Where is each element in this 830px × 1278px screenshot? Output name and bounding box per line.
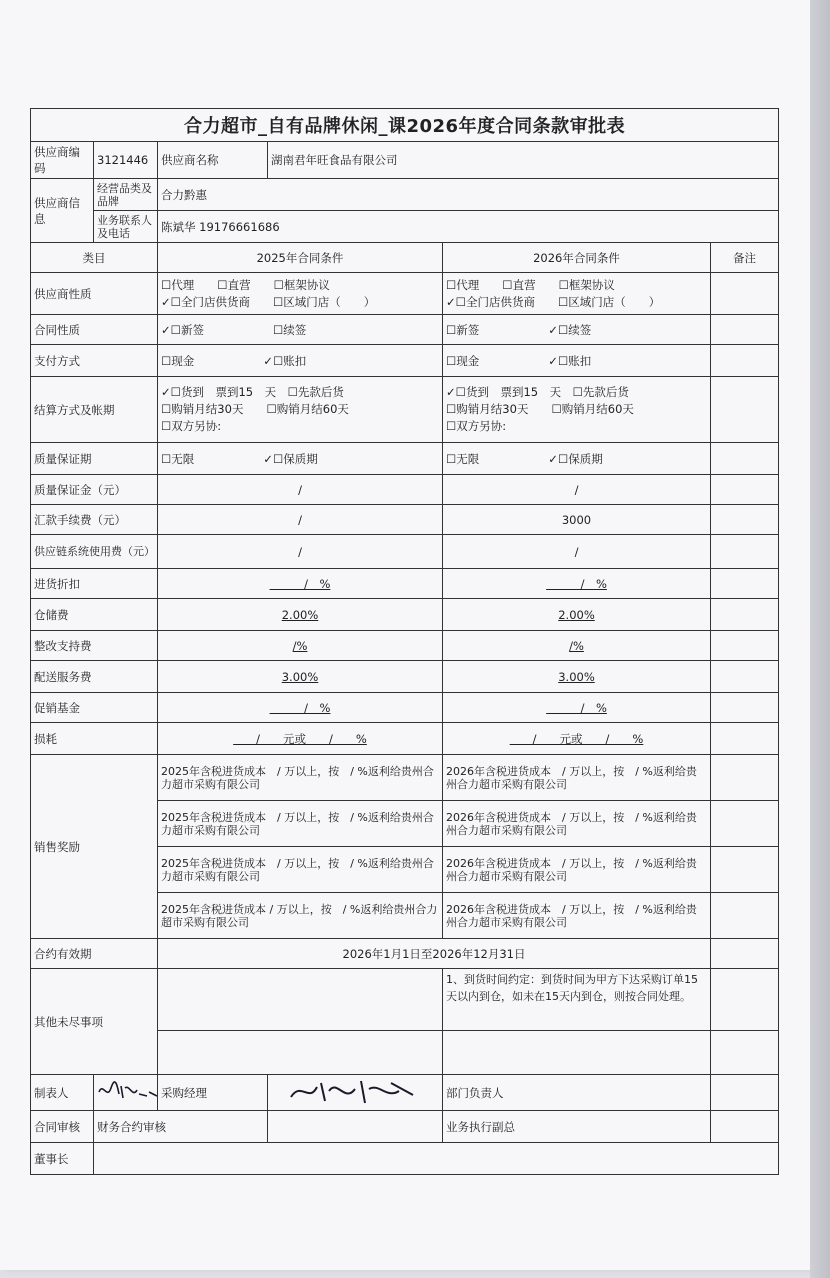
maker-signature bbox=[94, 1075, 158, 1111]
settlement-2025-line2: ☐购销月结30天 ☐购销月结60天 bbox=[161, 402, 349, 416]
chairman-label: 董事长 bbox=[31, 1143, 94, 1175]
rectify-2026: /% bbox=[443, 631, 711, 661]
header-2025: 2025年合同条件 bbox=[158, 243, 443, 273]
supply-chain-2025: / bbox=[158, 535, 443, 569]
row-label-warranty: 质量保证期 bbox=[31, 443, 158, 475]
warranty-2025: ☐无限 ✓☐保质期 bbox=[158, 443, 443, 475]
header-2026: 2026年合同条件 bbox=[443, 243, 711, 273]
settlement-2026-line3: ☐双方另协: bbox=[446, 419, 507, 433]
supplier-code-label: 供应商编码 bbox=[31, 142, 94, 179]
discount-2026: / % bbox=[443, 569, 711, 599]
storage-2026: 2.00% bbox=[443, 599, 711, 631]
rebate-2026-tier4: 2026年含税进货成本 / 万以上，按 / %返利给贵州合力超市采购有限公司 bbox=[443, 893, 711, 939]
row-label-loss: 损耗 bbox=[31, 723, 158, 755]
row-label-settlement: 结算方式及帐期 bbox=[31, 377, 158, 443]
row-label-promo: 促销基金 bbox=[31, 693, 158, 723]
purchase-manager-label: 采购经理 bbox=[158, 1075, 268, 1111]
contract-2026: ☐新签 ✓☐续签 bbox=[443, 315, 711, 345]
row-label-storage: 仓储费 bbox=[31, 599, 158, 631]
rectify-2025: /% bbox=[158, 631, 443, 661]
supplier-name-label: 供应商名称 bbox=[158, 142, 268, 179]
nature-2025-line2: ✓☐全门店供货商 ☐区域门店（ ） bbox=[161, 294, 376, 309]
remit-2026: 3000 bbox=[443, 505, 711, 535]
rebate-2025-tier2: 2025年含税进货成本 / 万以上，按 / %返利给贵州合力超市采购有限公司 bbox=[158, 801, 443, 847]
form-title: 合力超市_自有品牌休闲_课2026年度合同条款审批表 bbox=[31, 109, 779, 142]
payment-2025: ☐现金 ✓☐账扣 bbox=[158, 345, 443, 377]
settlement-2026-line1: ✓☐货到 票到15 天 ☐先款后货 bbox=[446, 385, 629, 399]
contract-2025: ✓☐新签 ☐续签 bbox=[158, 315, 443, 345]
delivery-2026: 3.00% bbox=[443, 661, 711, 693]
promo-2025: / % bbox=[158, 693, 443, 723]
row-label-contract: 合同性质 bbox=[31, 315, 158, 345]
rebate-2025-tier4: 2025年含税进货成本 / 万以上，按 / %返利给贵州合力超市采购有限公司 bbox=[158, 893, 443, 939]
purchase-manager-signature bbox=[268, 1075, 443, 1111]
settlement-2025-line3: ☐双方另协: bbox=[161, 419, 222, 433]
row-label-other: 其他未尽事项 bbox=[31, 969, 158, 1075]
row-label-supply-chain: 供应链系统使用费（元） bbox=[31, 535, 158, 569]
remit-2025: / bbox=[158, 505, 443, 535]
row-label-payment: 支付方式 bbox=[31, 345, 158, 377]
delivery-2025: 3.00% bbox=[158, 661, 443, 693]
row-label-delivery: 配送服务费 bbox=[31, 661, 158, 693]
manager-signature-scribble bbox=[271, 1077, 431, 1105]
nature-2026-line1: ☐代理 ☐直营 ☐框架协议 bbox=[446, 277, 615, 292]
supplier-code-value: 3121446 bbox=[94, 142, 158, 179]
row-label-validity: 合约有效期 bbox=[31, 939, 158, 969]
maker-label: 制表人 bbox=[31, 1075, 94, 1111]
promo-2026: / % bbox=[443, 693, 711, 723]
deposit-2026: / bbox=[443, 475, 711, 505]
rebate-2026-tier3: 2026年含税进货成本 / 万以上，按 / %返利给贵州合力超市采购有限公司 bbox=[443, 847, 711, 893]
page-edge-shadow bbox=[810, 0, 830, 1278]
row-label-rectify: 整改支持费 bbox=[31, 631, 158, 661]
category-label: 经营品类及品牌 bbox=[94, 179, 158, 211]
rebate-2026-tier2: 2026年含税进货成本 / 万以上，按 / %返利给贵州合力超市采购有限公司 bbox=[443, 801, 711, 847]
settlement-2025-line1: ✓☐货到 票到15 天 ☐先款后货 bbox=[161, 385, 344, 399]
row-label-discount: 进货折扣 bbox=[31, 569, 158, 599]
other-2026-note: 1、到货时间约定：到货时间为甲方下达采购订单15天以内到仓，如未在15天内到仓，则按合同处理。 bbox=[443, 969, 711, 1031]
contact-value: 陈斌华 19176661686 bbox=[158, 211, 779, 243]
supply-chain-2026: / bbox=[443, 535, 711, 569]
supplier-name-value: 湖南君年旺食品有限公司 bbox=[268, 142, 779, 179]
approval-form-table bbox=[30, 108, 779, 1175]
maker-signature-scribble bbox=[97, 1078, 158, 1104]
nature-2025-line1: ☐代理 ☐直营 ☐框架协议 bbox=[161, 277, 330, 292]
payment-2026: ☐现金 ✓☐账扣 bbox=[443, 345, 711, 377]
warranty-2026: ☐无限 ✓☐保质期 bbox=[443, 443, 711, 475]
rebate-2025-tier1: 2025年含税进货成本 / 万以上，按 / %返利给贵州合力超市采购有限公司 bbox=[158, 755, 443, 801]
loss-2026: / 元或 / % bbox=[443, 723, 711, 755]
header-category: 类目 bbox=[31, 243, 158, 273]
settlement-2026-line2: ☐购销月结30天 ☐购销月结60天 bbox=[446, 402, 634, 416]
loss-2025: / 元或 / % bbox=[158, 723, 443, 755]
row-label-rebate: 销售奖励 bbox=[31, 755, 158, 939]
deposit-2025: / bbox=[158, 475, 443, 505]
row-label-deposit: 质量保证金（元） bbox=[31, 475, 158, 505]
validity-value: 2026年1月1日至2026年12月31日 bbox=[158, 939, 711, 969]
storage-2025: 2.00% bbox=[158, 599, 443, 631]
dept-head-label: 部门负责人 bbox=[443, 1075, 711, 1111]
nature-2026-line2: ✓☐全门店供货商 ☐区域门店（ ） bbox=[446, 294, 661, 309]
discount-2025: / % bbox=[158, 569, 443, 599]
rebate-2025-tier3: 2025年含税进货成本 / 万以上，按 / %返利给贵州合力超市采购有限公司 bbox=[158, 847, 443, 893]
rebate-2026-tier1: 2026年含税进货成本 / 万以上，按 / %返利给贵州合力超市采购有限公司 bbox=[443, 755, 711, 801]
contract-review-label: 合同审核 bbox=[31, 1111, 94, 1143]
contact-label: 业务联系人及电话 bbox=[94, 211, 158, 243]
vp-label: 业务执行副总 bbox=[443, 1111, 711, 1143]
finance-review-label: 财务合约审核 bbox=[94, 1111, 268, 1143]
supplier-info-label: 供应商信息 bbox=[31, 179, 94, 243]
row-label-nature: 供应商性质 bbox=[31, 273, 158, 315]
header-remark: 备注 bbox=[711, 243, 779, 273]
row-label-remit: 汇款手续费（元） bbox=[31, 505, 158, 535]
category-value: 合力黔惠 bbox=[158, 179, 779, 211]
